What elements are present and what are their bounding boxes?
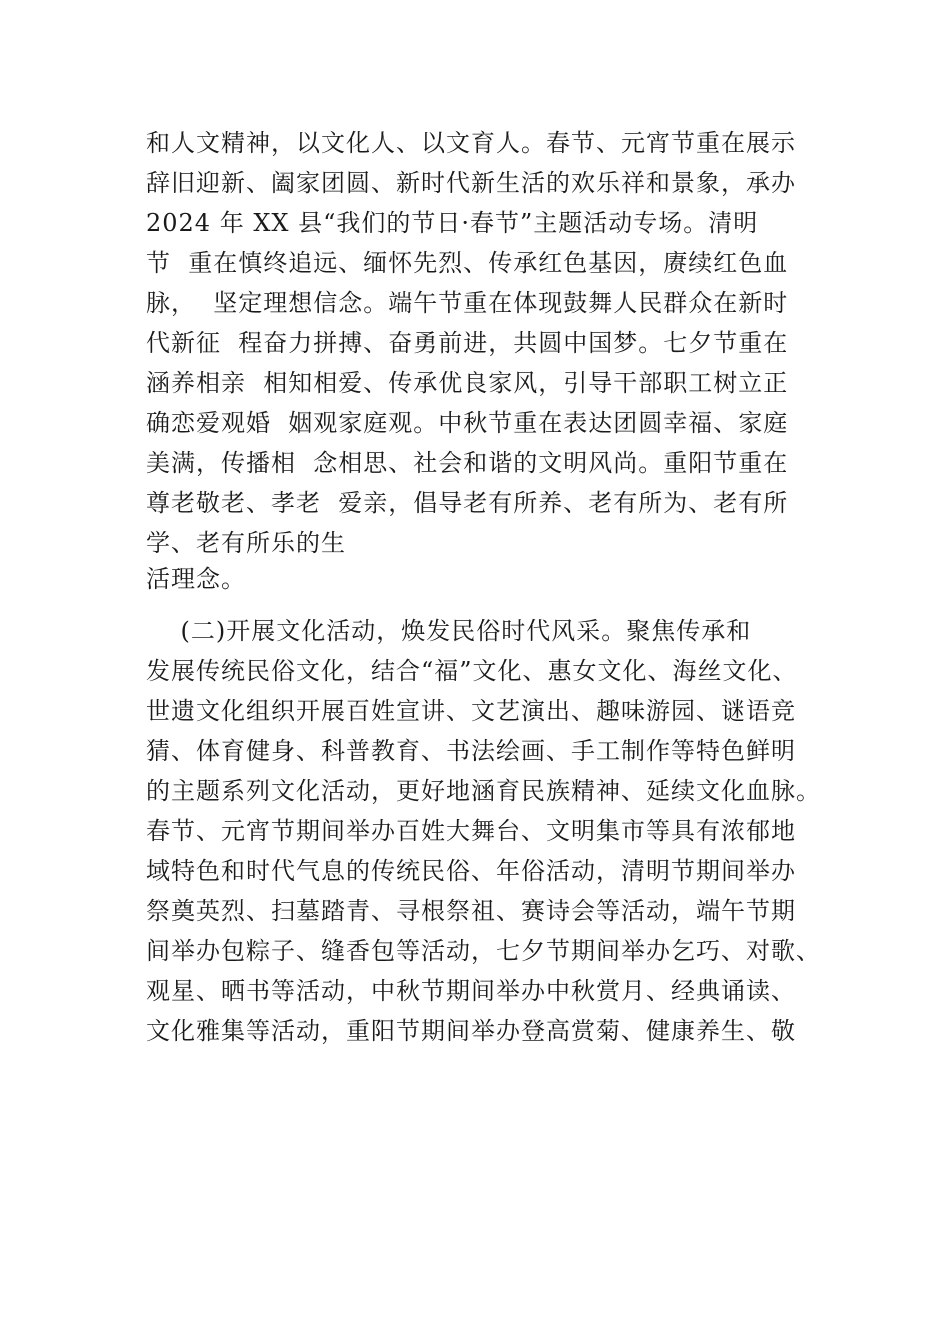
paragraph-1-line: 和人文精神，以文化人、以文育人。春节、元宵节重在展示 (146, 129, 796, 157)
paragraph-1-line: 辞旧迎新、阖家团圆、新时代新生活的欢乐祥和景象，承办 (146, 169, 796, 197)
paragraph-2-line: 文化雅集等活动，重阳节期间举办登高赏菊、健康养生、敬 (146, 1017, 796, 1045)
paragraph-1-line: 节 重在慎终追远、缅怀先烈、传承红色基因，赓续红色血 (146, 249, 789, 277)
paragraph-2-line: 春节、元宵节期间举办百姓大舞台、文明集市等具有浓郁地 (146, 817, 796, 845)
paragraph-2-heading-line: (二)开展文化活动，焕发民俗时代风采。聚焦传承和 (146, 617, 752, 645)
paragraph-1-line: 2024 年 XX 县“我们的节日·春节”主题活动专场。清明 (146, 209, 759, 237)
paragraph-2-line: 祭奠英烈、扫墓踏青、寻根祭祖、赛诗会等活动，端午节期 (146, 897, 796, 925)
paragraph-2-line: 观星、晒书等活动，中秋节期间举办中秋赏月、经典诵读、 (146, 977, 796, 1005)
paragraph-2-line: 的主题系列文化活动，更好地涵育民族精神、延续文化血脉。 (146, 777, 821, 805)
paragraph-1-line: 尊老敬老、孝老 爱亲，倡导老有所养、老有所为、老有所 (146, 489, 789, 517)
paragraph-1-line: 脉， 坚定理想信念。端午节重在体现鼓舞人民群众在新时 (146, 289, 789, 317)
paragraph-2-line: 世遗文化组织开展百姓宣讲、文艺演出、趣味游园、谜语竞 (146, 697, 796, 725)
paragraph-1-line: 涵养相亲 相知相爱、传承优良家风，引导干部职工树立正 (146, 369, 789, 397)
paragraph-2-line: 间举办包粽子、缝香包等活动，七夕节期间举办乞巧、对歌、 (146, 937, 821, 965)
paragraph-1-line: 学、老有所乐的生 (146, 529, 346, 557)
paragraph-2-line: 猜、体育健身、科普教育、书法绘画、手工制作等特色鲜明 (146, 737, 796, 765)
paragraph-1-line: 确恋爱观婚 姻观家庭观。中秋节重在表达团圆幸福、家庭 (146, 409, 789, 437)
paragraph-2-line: 发展传统民俗文化，结合“福”文化、惠女文化、海丝文化、 (146, 657, 798, 685)
paragraph-1-line: 活理念。 (146, 565, 246, 593)
paragraph-1-line: 美满，传播相 念相思、社会和谐的文明风尚。重阳节重在 (146, 449, 789, 477)
paragraph-2-line: 域特色和时代气息的传统民俗、年俗活动，清明节期间举办 (146, 857, 796, 885)
paragraph-1-line: 代新征 程奋力拼搏、奋勇前进，共圆中国梦。七夕节重在 (146, 329, 789, 357)
